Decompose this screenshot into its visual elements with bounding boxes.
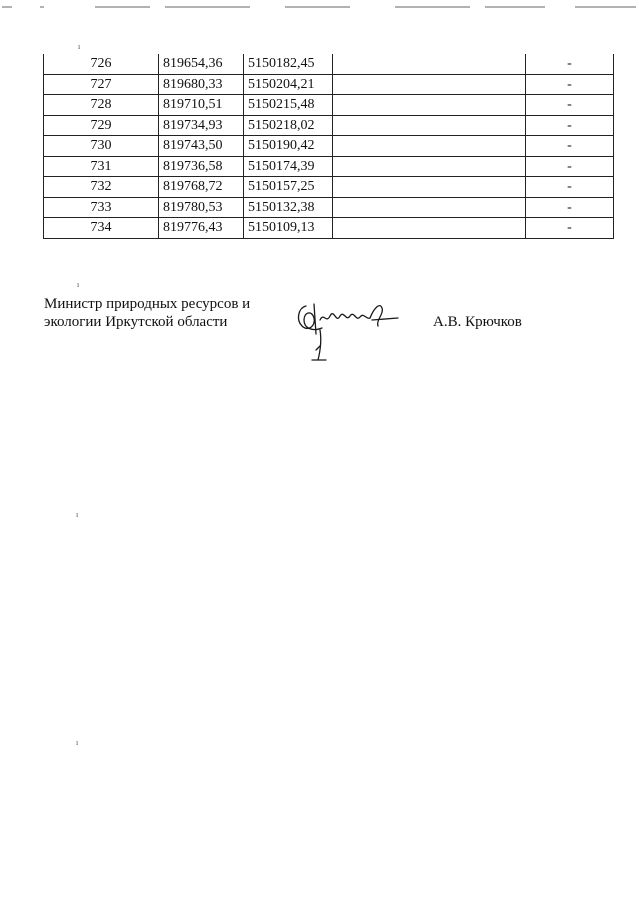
- table-row: [44, 115, 614, 136]
- mark-cell: -: [526, 74, 614, 95]
- table-row: [44, 54, 614, 74]
- table-row: [44, 177, 614, 198]
- point-number-cell: 733: [44, 197, 159, 218]
- x-coordinate-cell: 819654,36: [159, 54, 244, 74]
- x-coordinate-cell: 819710,51: [159, 95, 244, 116]
- mark-cell: -: [526, 95, 614, 116]
- point-number-cell: 726: [44, 54, 159, 74]
- point-number-cell: 731: [44, 156, 159, 177]
- x-coordinate-cell: 819680,33: [159, 74, 244, 95]
- signatory-name: А.В. Крючков: [433, 314, 522, 330]
- point-number-cell: 728: [44, 95, 159, 116]
- point-number-cell: 729: [44, 115, 159, 136]
- point-number-cell: 727: [44, 74, 159, 95]
- y-coordinate-cell: 5150109,13: [244, 218, 333, 239]
- empty-cell: [333, 95, 526, 116]
- table-row: [44, 218, 614, 239]
- point-number-cell: 734: [44, 218, 159, 239]
- y-coordinate-cell: 5150157,25: [244, 177, 333, 198]
- y-coordinate-cell: 5150182,45: [244, 54, 333, 74]
- mark-cell: -: [526, 156, 614, 177]
- x-coordinate-cell: 819776,43: [159, 218, 244, 239]
- empty-cell: [333, 74, 526, 95]
- table-row: [44, 156, 614, 177]
- y-coordinate-cell: 5150218,02: [244, 115, 333, 136]
- empty-cell: [333, 177, 526, 198]
- point-number-cell: 732: [44, 177, 159, 198]
- table-row: [44, 136, 614, 157]
- y-coordinate-cell: 5150190,42: [244, 136, 333, 157]
- point-number-cell: 730: [44, 136, 159, 157]
- mark-cell: -: [526, 218, 614, 239]
- table-row: [44, 95, 614, 116]
- table-row: [44, 74, 614, 95]
- empty-cell: [333, 218, 526, 239]
- empty-cell: [333, 115, 526, 136]
- x-coordinate-cell: 819734,93: [159, 115, 244, 136]
- table-row: [44, 197, 614, 218]
- y-coordinate-cell: 5150204,21: [244, 74, 333, 95]
- y-coordinate-cell: 5150215,48: [244, 95, 333, 116]
- scan-artifact-top: [0, 4, 639, 10]
- y-coordinate-cell: 5150132,38: [244, 197, 333, 218]
- y-coordinate-cell: 5150174,39: [244, 156, 333, 177]
- empty-cell: [333, 197, 526, 218]
- mark-cell: -: [526, 197, 614, 218]
- handwritten-signature: [292, 290, 402, 370]
- scan-speck: ı: [76, 738, 79, 747]
- scan-speck: ı: [78, 42, 81, 51]
- mark-cell: -: [526, 54, 614, 74]
- mark-cell: -: [526, 177, 614, 198]
- x-coordinate-cell: 819736,58: [159, 156, 244, 177]
- x-coordinate-cell: 819780,53: [159, 197, 244, 218]
- coordinates-table: [43, 54, 614, 239]
- empty-cell: [333, 54, 526, 74]
- scan-speck: ı: [76, 510, 79, 519]
- mark-cell: -: [526, 136, 614, 157]
- scan-speck: ı: [77, 280, 80, 289]
- signatory-title: Министр природных ресурсов и экологии Иркутской области: [44, 296, 251, 330]
- mark-cell: -: [526, 115, 614, 136]
- x-coordinate-cell: 819768,72: [159, 177, 244, 198]
- empty-cell: [333, 136, 526, 157]
- empty-cell: [333, 156, 526, 177]
- x-coordinate-cell: 819743,50: [159, 136, 244, 157]
